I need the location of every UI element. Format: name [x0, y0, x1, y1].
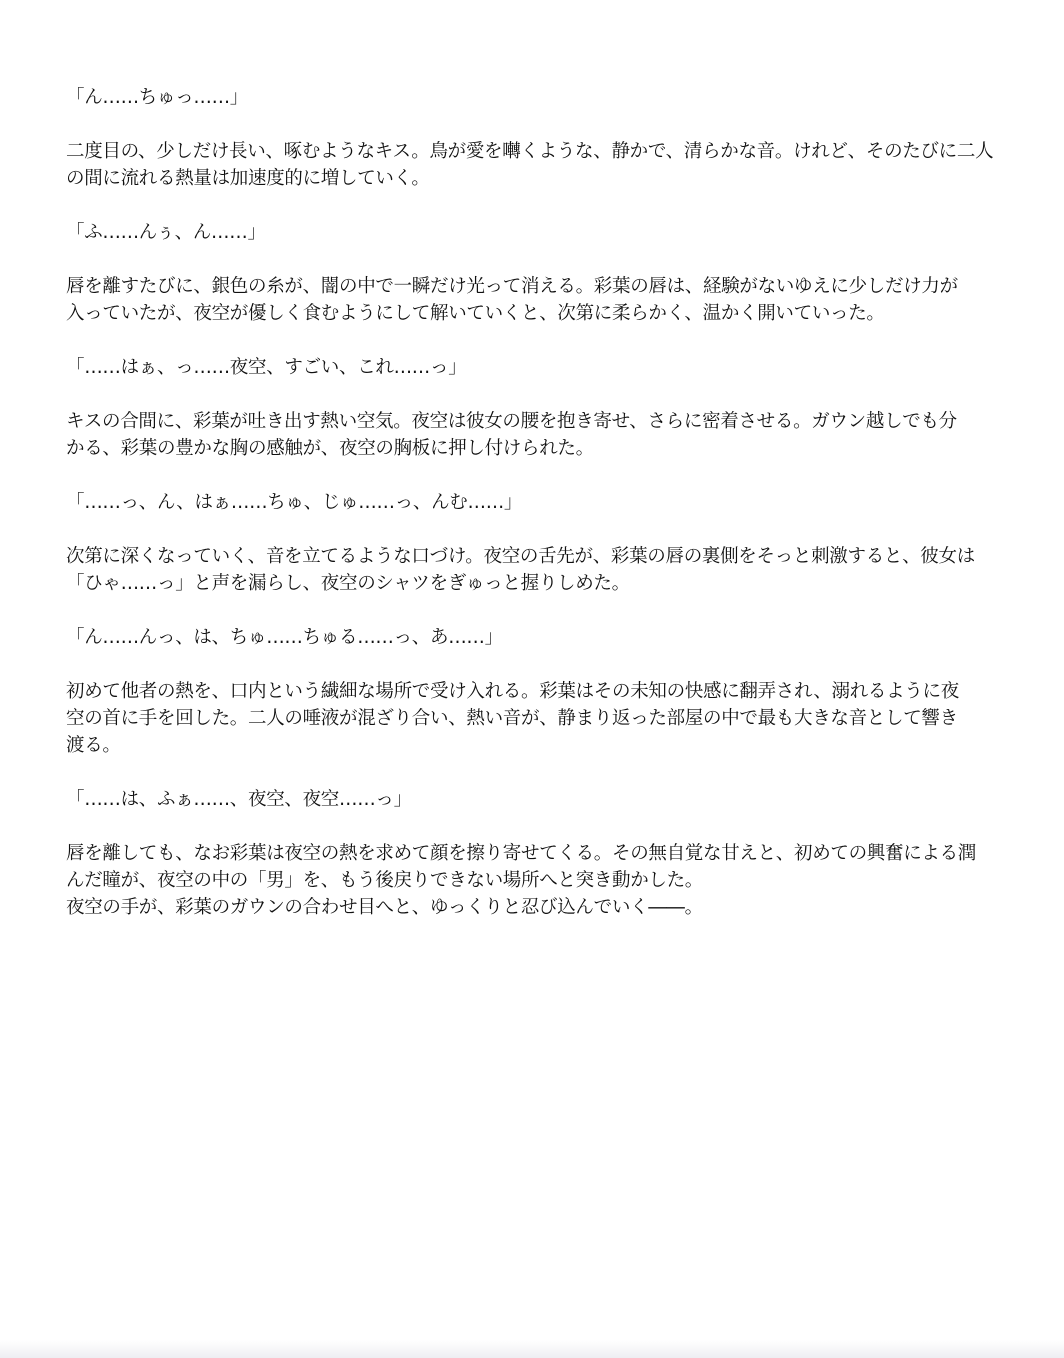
paragraph: [66, 786, 1006, 813]
text-line: 「ひゃ……っ」と声を漏らし、夜空のシャツをぎゅっと握りしめた。: [66, 573, 630, 594]
paragraph: [66, 354, 1006, 381]
page-bottom-edge: [0, 1340, 1064, 1358]
text-line: の間に流れる熱量は加速度的に増していく。: [66, 168, 430, 189]
text-line: キスの合間に、彩葉が吐き出す熱い空気。夜空は彼女の腰を抱き寄せ、さらに密着させる。ガウン越しでも分: [66, 411, 957, 432]
paragraph: [66, 408, 1006, 462]
paragraph: [66, 840, 1006, 921]
text-line: 唇を離すたびに、銀色の糸が、闇の中で一瞬だけ光って消える。彩葉の唇は、経験がないゆえに少しだけ力が: [66, 276, 958, 297]
paragraph: [66, 489, 1006, 516]
text-line: かる、彩葉の豊かな胸の感触が、夜空の胸板に押し付けられた。: [66, 438, 594, 459]
paragraph: [66, 84, 1006, 111]
text-line: 入っていたが、夜空が優しく食むようにして解いていくと、次第に柔らかく、温かく開いていった。: [66, 303, 885, 324]
text-line: 「……はぁ、っ……夜空、すごい、これ……っ」: [66, 357, 467, 378]
paragraph: [66, 624, 1006, 651]
text-line: んだ瞳が、夜空の中の「男」を、もう後戻りできない場所へと突き動かした。: [66, 870, 704, 891]
text-line: 夜空の手が、彩葉のガウンの合わせ目へと、ゆっくりと忍び込んでいく――。: [66, 897, 703, 918]
text-line: 「ん……んっ、は、ちゅ……ちゅる……っ、あ……」: [66, 627, 503, 648]
paragraph: [66, 273, 1006, 327]
paragraph: [66, 138, 1006, 192]
text-line: 渡る。: [66, 735, 121, 756]
text-line: 「ふ……んぅ、ん……」: [66, 222, 266, 243]
paragraph: [66, 219, 1006, 246]
paragraph: [66, 543, 1006, 597]
text-line: 空の首に手を回した。二人の唾液が混ざり合い、熱い音が、静まり返った部屋の中で最も大きな音として響き: [66, 708, 958, 729]
text-line: 次第に深くなっていく、音を立てるような口づけ。夜空の舌先が、彩葉の唇の裏側をそっと刺激すると、彼女は: [66, 546, 975, 567]
paragraph: [66, 678, 1006, 759]
text-line: 唇を離しても、なお彩葉は夜空の熱を求めて顔を擦り寄せてくる。その無自覚な甘えと、初めての興奮による潤: [66, 843, 977, 864]
document-body: [66, 84, 1006, 948]
text-line: 初めて他者の熱を、口内という繊細な場所で受け入れる。彩葉はその未知の快感に翻弄され、溺れるように夜: [66, 681, 959, 702]
text-line: 二度目の、少しだけ長い、啄むようなキス。鳥が愛を囀くような、静かで、清らかな音。けれど、そのたびに二人: [66, 141, 994, 162]
text-line: 「……っ、ん、はぁ……ちゅ、じゅ……っ、んむ……」: [66, 492, 523, 513]
text-line: 「……は、ふぁ……、夜空、夜空……っ」: [66, 789, 412, 810]
text-line: 「ん……ちゅっ……」: [66, 87, 249, 108]
